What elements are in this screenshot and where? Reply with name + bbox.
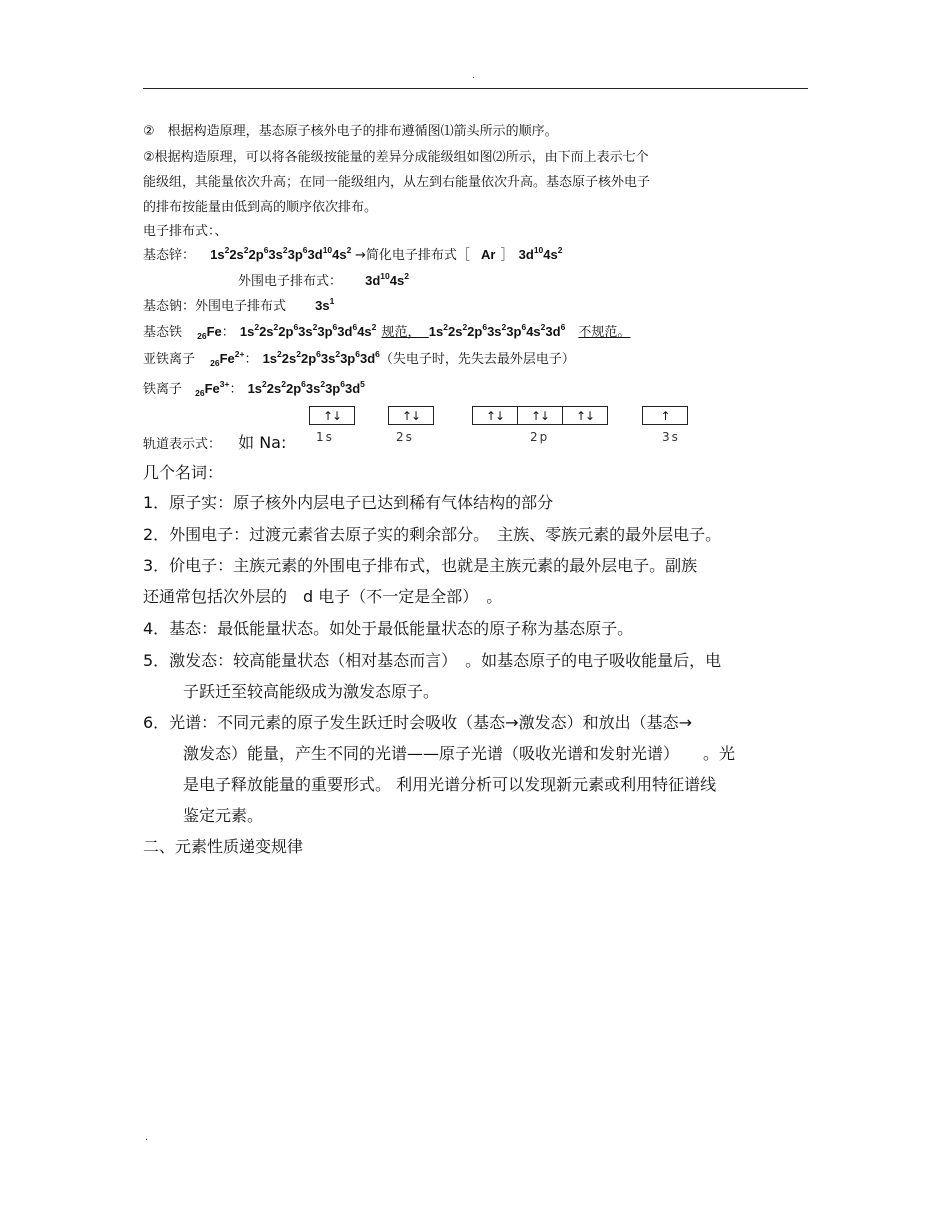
zinc-outer-line xyxy=(238,270,409,289)
term-6-line1: 6．光谱：不同元素的原子发生跃迁时会吸收（基态→激发态）和放出（基态→ xyxy=(143,713,692,732)
para-energy-groups-line2: 能级组，其能量依次升高；在同一能级组内，从左到右能量依次升高。基态原子核外电子 xyxy=(143,175,651,190)
zinc-config: $1s^22s^22p^63s^23p^63d^{10}4s^2$ xyxy=(210,245,352,262)
header-rule xyxy=(143,88,808,89)
orbital-cell: ↑↓ xyxy=(518,407,563,424)
term-1: 1．原子实：原子核外内层电子已达到稀有气体结构的部分 xyxy=(143,493,554,512)
orbital-label-2p: 2p xyxy=(530,430,550,444)
zinc-bracket-close: ］ xyxy=(500,248,514,263)
zinc-outer-label: 外围电子排布式： xyxy=(238,274,343,289)
term-3-line1: 3．价电子：主族元素的外围电子排布式，也就是主族元素的最外层电子。副族 xyxy=(143,556,698,575)
para-energy-groups-line1: ②根据构造原理，可以将各能级按能量的差异分成能级组如图⑵所示，由下而上表示七个 xyxy=(143,150,649,165)
para-aufbau-order: ② 根据构造原理，基态原子核外电子的排布遵循图⑴箭头所示的顺序。 xyxy=(143,124,558,139)
ferrous-label: 亚铁离子 xyxy=(143,352,196,367)
iron-colon: ： xyxy=(221,325,235,340)
sodium-label: 基态钠：外围电子排布式 xyxy=(143,299,287,314)
iron-ok-text: 规范， xyxy=(381,325,421,340)
iron-bad-text: 不规范。 xyxy=(578,325,631,340)
header-mark: . xyxy=(472,70,476,81)
orbital-box-3s xyxy=(642,406,688,425)
orbital-cell: ↑↓ xyxy=(473,407,518,424)
sodium-outer-config: $3s^1$ xyxy=(315,296,335,313)
config-heading: 电子排布式：、 xyxy=(143,224,228,239)
iron-symbol: $_{26}$Fe xyxy=(197,324,222,341)
ferric-line xyxy=(143,378,365,397)
zinc-line xyxy=(143,244,563,263)
orbital-label-2s: 2s xyxy=(396,430,414,444)
orbital-box-2p xyxy=(472,406,608,425)
orbital-cell: ↑ xyxy=(660,408,670,423)
term-6-line4: 鉴定元素。 xyxy=(183,806,264,825)
term-3-line2: 还通常包括次外层的 d 电子（不一定是全部） 。 xyxy=(143,587,503,606)
iron-bad-config: $1s^22s^22p^63s^23p^64s^23d^6$ xyxy=(428,322,566,339)
orbital-label-3s: 3s xyxy=(662,430,680,444)
ferric-colon: ： xyxy=(229,382,243,397)
orbital-cell: ↑↓ xyxy=(322,408,342,423)
term-2: 2．外围电子：过渡元素省去原子实的剩余部分。 主族、零族元素的最外层电子。 xyxy=(143,525,722,544)
zinc-simplified: $3d^{10}4s^2$ xyxy=(518,245,563,262)
term-5-line2: 子跃迁至较高能级成为激发态原子。 xyxy=(183,682,440,701)
orbital-label: 轨道表示式： xyxy=(143,437,222,452)
sodium-line xyxy=(143,295,334,314)
orbital-box-2s xyxy=(388,406,434,425)
ferrous-colon: ： xyxy=(244,352,258,367)
para-energy-groups-line3: 的排布按能量由低到高的顺序依次排布。 xyxy=(143,200,378,215)
iron-line xyxy=(143,321,630,340)
orbital-label-1s: 1s xyxy=(316,430,334,444)
orbital-cell: ↑↓ xyxy=(575,408,595,423)
ferric-symbol: $_{26}Fe^{3+}$ xyxy=(195,379,230,398)
ferrous-symbol: $_{26}Fe^{2+}$ xyxy=(210,349,245,368)
orbital-example: 如 Na: xyxy=(238,433,287,452)
zinc-label: 基态锌： xyxy=(143,248,196,263)
section-heading: 二、元素性质递变规律 xyxy=(143,837,304,856)
ferrous-note: （失电子时，先失去最外层电子） xyxy=(379,352,575,367)
footer-mark: . xyxy=(145,1132,149,1143)
ferric-label: 铁离子 xyxy=(143,382,183,397)
orbital-line xyxy=(143,430,286,453)
ferrous-line xyxy=(143,348,575,367)
term-6-line3: 是电子释放能量的重要形式。 利用光谱分析可以发现新元素或利用特征谱线 xyxy=(183,775,717,794)
zinc-core: Ar xyxy=(481,247,496,262)
iron-label: 基态铁 xyxy=(143,325,183,340)
ferric-config: $1s^22s^22p^63s^23p^63d^5$ xyxy=(247,379,365,396)
term-5-line1: 5．激发态：较高能量状态（相对基态而言） 。如基态原子的电子吸收能量后，电 xyxy=(143,651,722,670)
orbital-cell: ↑↓ xyxy=(401,408,421,423)
zinc-outer-config: $3d^{10}4s^2$ xyxy=(365,271,409,288)
term-6-line2: 激发态）能量，产生不同的光谱——原子光谱（吸收光谱和发射光谱） 。光 xyxy=(183,744,736,763)
ferrous-config: $1s^22s^22p^63s^23p^63d^6$ xyxy=(262,349,380,366)
terms-heading: 几个名词： xyxy=(143,463,224,482)
term-4: 4．基态：最低能量状态。如处于最低能量状态的原子称为基态原子。 xyxy=(143,619,634,638)
zinc-arrow-text: →简化电子排布式［ xyxy=(355,248,470,263)
iron-config: $1s^22s^22p^63s^23p^63d^64s^2$ xyxy=(239,322,377,339)
orbital-box-1s xyxy=(309,406,355,425)
